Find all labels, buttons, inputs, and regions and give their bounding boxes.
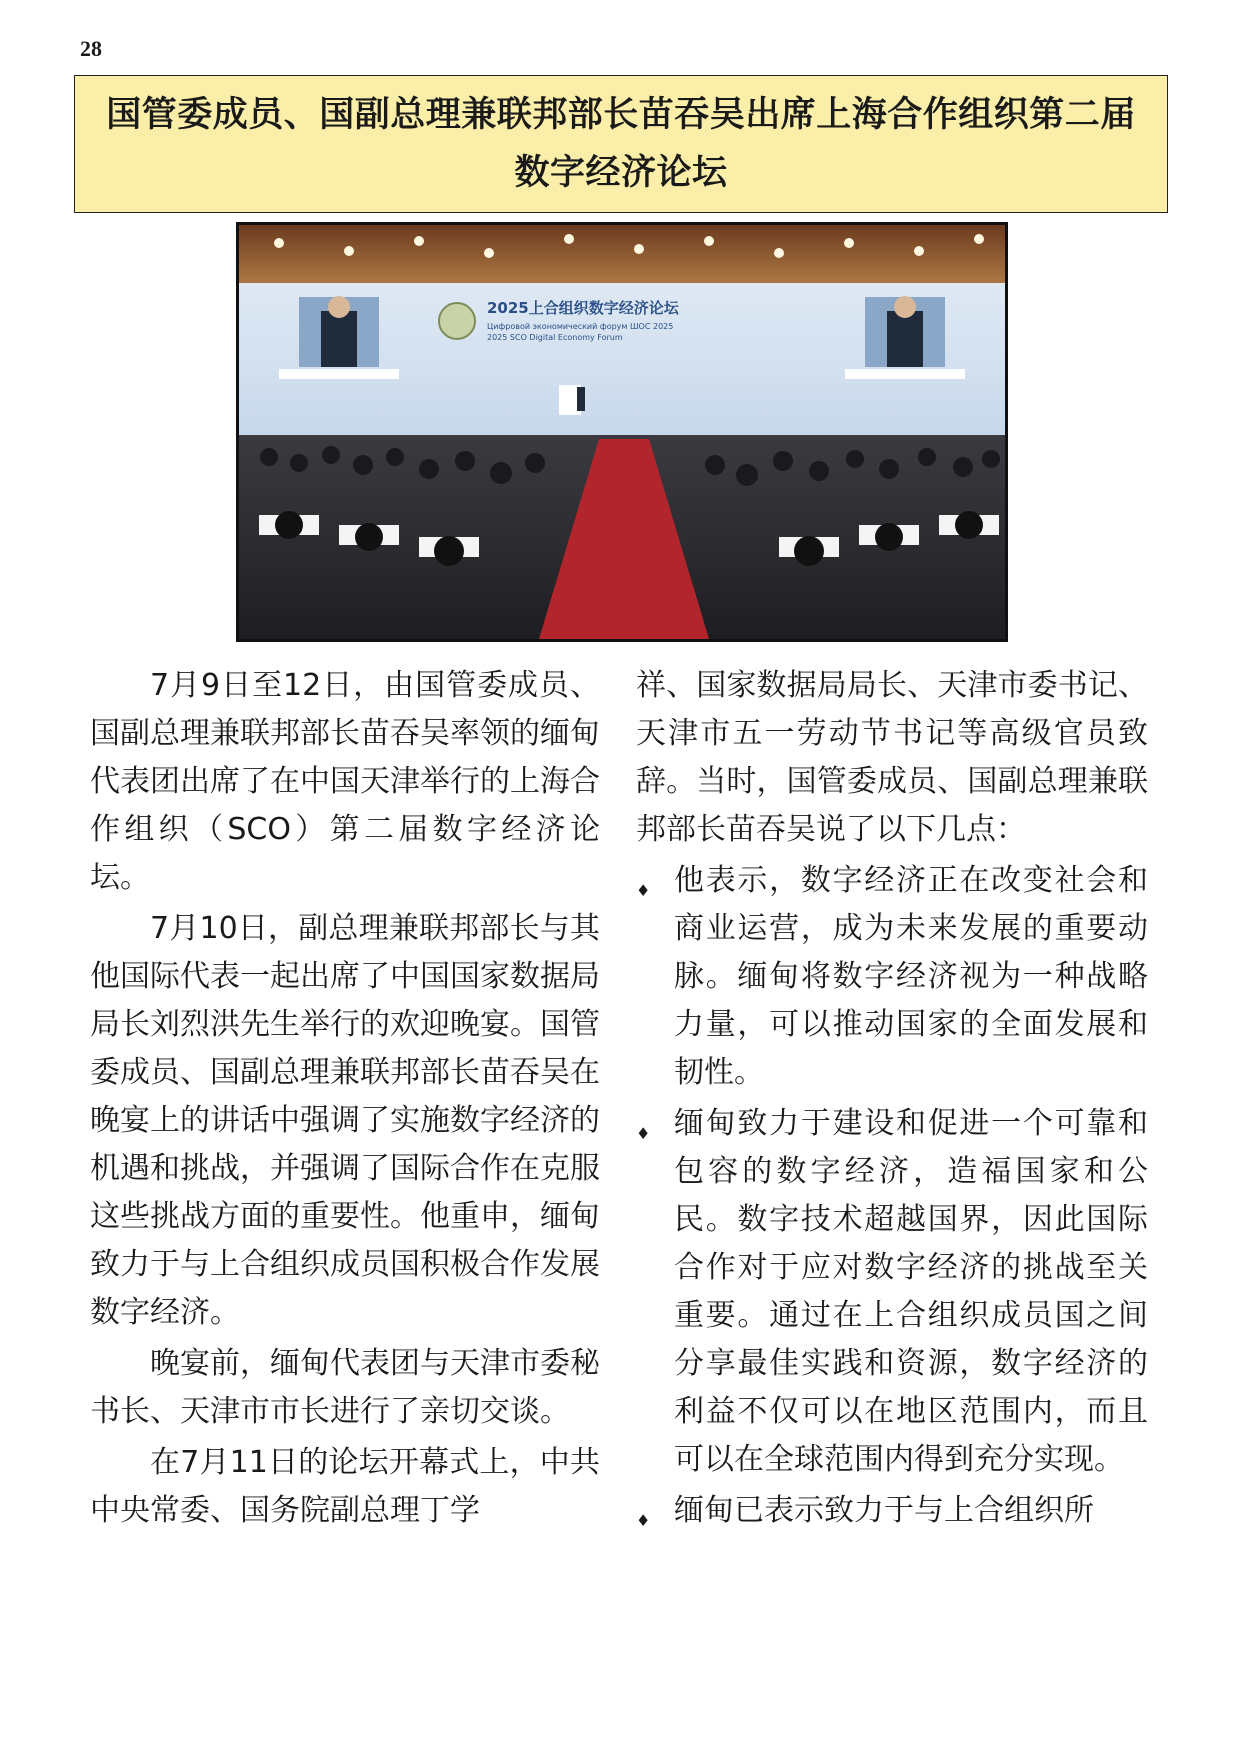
paragraph: 7月9日至12日，由国管委成员、国副总理兼联邦部长苗吞吴率领的缅甸代表团出席了在中国天津举行的上海合作组织（SCO）第二届数字经济论坛。: [90, 668, 600, 895]
bullet-text: 他表示，数字经济正在改变社会和商业运营，成为未来发展的重要动脉。缅甸将数字经济视为一种战略力量，可以推动国家的全面发展和韧性。: [674, 863, 1148, 1090]
bullet-item: [636, 857, 1148, 1097]
bullet-item: [636, 1487, 1148, 1535]
article-title: 国管委成员、国副总理兼联邦部长苗吞吴出席上海合作组织第二届数字经济论坛: [106, 95, 1136, 193]
page-number: 28: [80, 36, 102, 61]
backdrop-title: 2025上合组织数字经济论坛: [487, 299, 679, 317]
title-box: [74, 75, 1168, 213]
diamond-bullet-icon: ♦: [636, 881, 651, 900]
bullet-item: [636, 1100, 1148, 1484]
right-column: [636, 662, 1148, 1538]
forum-photo-illustration: [239, 225, 1005, 639]
forum-photo: [236, 222, 1008, 642]
backdrop-russian: Цифровой экономический форум ШОС 2025: [487, 322, 674, 331]
paragraph-continuation: 祥、国家数据局局长、天津市委书记、天津市五一劳动节书记等高级官员致辞。当时，国管委成员、国副总理兼联邦部长苗吞吴说了以下几点：: [636, 668, 1148, 847]
bullet-text: 缅甸已表示致力于与上合组织所: [674, 1493, 1094, 1528]
paragraph: 在7月11日的论坛开幕式上，中共中央常委、国务院副总理丁学: [90, 1445, 600, 1528]
backdrop-english: 2025 SCO Digital Economy Forum: [487, 333, 623, 342]
bullet-text: 缅甸致力于建设和促进一个可靠和包容的数字经济，造福国家和公民。数字技术超越国界，因此国际合作对于应对数字经济的挑战至关重要。通过在上合组织成员国之间分享最佳实践和资源，数字经济的利益不仅可以在地区范围内，而且可以在全球范围内得到充分实现。: [674, 1106, 1148, 1477]
diamond-bullet-icon: ♦: [636, 1124, 651, 1143]
diamond-bullet-icon: ♦: [636, 1511, 651, 1530]
paragraph: 晚宴前，缅甸代表团与天津市委秘书长、天津市市长进行了亲切交谈。: [90, 1346, 600, 1429]
bullet-list: [636, 857, 1148, 1535]
paragraph: 7月10日，副总理兼联邦部长与其他国际代表一起出席了中国国家数据局局长刘烈洪先生举行的欢迎晚宴。国管委成员、国副总理兼联邦部长苗吞吴在晚宴上的讲话中强调了实施数字经济的机遇和挑战，并强调了国际合作在克服这些挑战方面的重要性。他重申，缅甸致力于与上合组织成员国积极合作发展数字经济。: [90, 911, 600, 1330]
left-column: [90, 662, 600, 1538]
